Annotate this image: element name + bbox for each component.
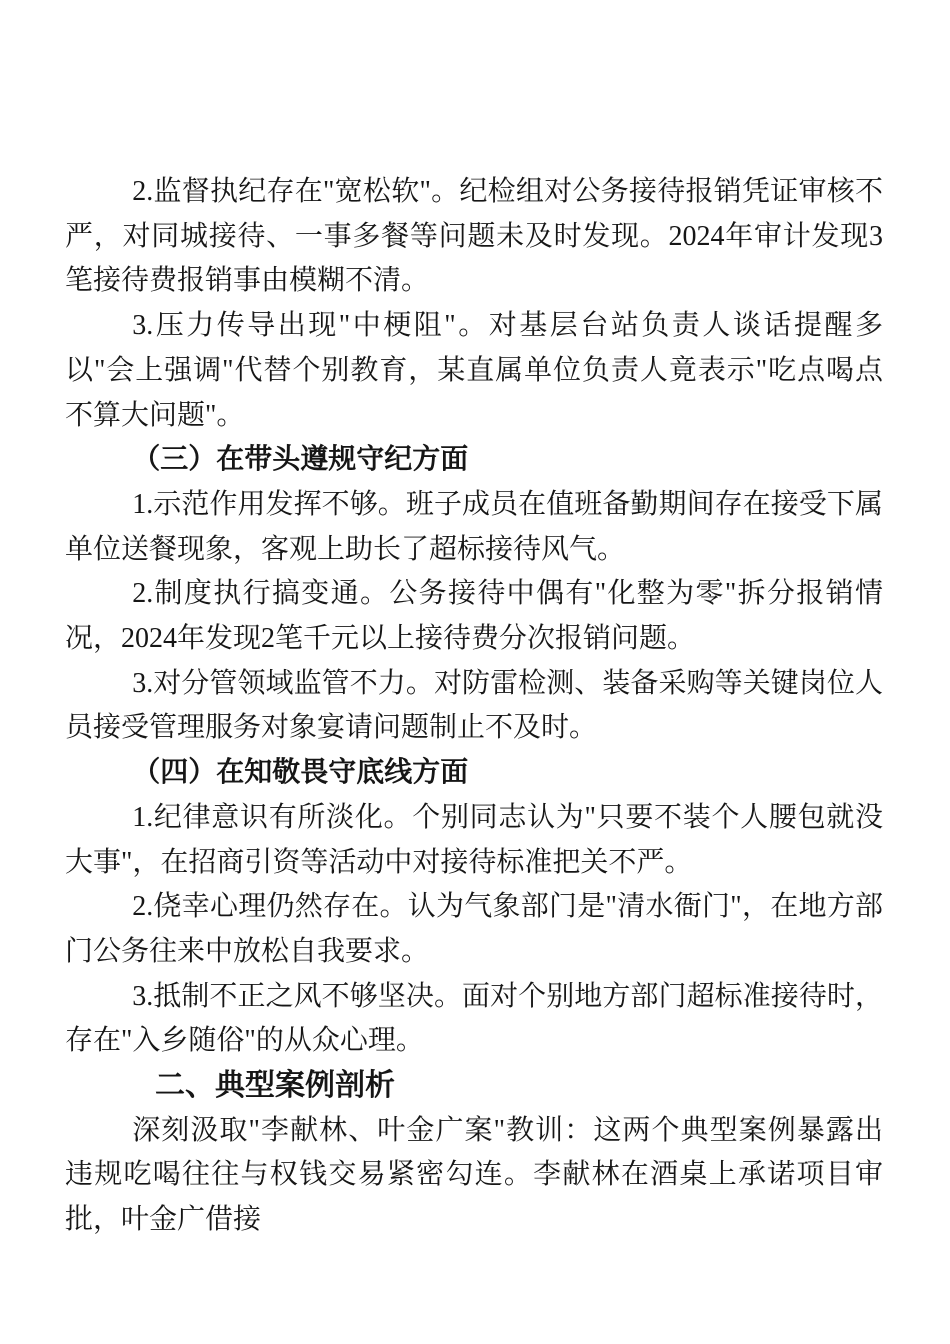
chapter-heading: 二、典型案例剖析 xyxy=(155,1069,395,1103)
paragraph: 3.抵制不正之风不够坚决。面对个别地方部门超标准接待时，存在"入乡随俗"的从众心理。 xyxy=(65,980,883,1057)
section-heading: （四）在知敬畏守底线方面 xyxy=(132,757,469,789)
document-content xyxy=(65,170,883,1243)
paragraph: 深刻汲取"李献林、叶金广案"教训：这两个典型案例暴露出违规吃喝往往与权钱交易紧密勾连。李献林在酒桌上承诺项目审批，叶金广借接 xyxy=(65,1114,883,1236)
paragraph: 1.纪律意识有所淡化。个别同志认为"只要不装个人腰包就没大事"，在招商引资等活动中对接待标准把关不严。 xyxy=(65,801,883,878)
section-heading: （三）在带头遵规守纪方面 xyxy=(132,444,469,476)
paragraph: 3.压力传导出现"中梗阻"。对基层台站负责人谈话提醒多以"会上强调"代替个别教育，某直属单位负责人竟表示"吃点喝点不算大问题"。 xyxy=(65,310,883,431)
paragraph: 2.侥幸心理仍然存在。认为气象部门是"清水衙门"，在地方部门公务往来中放松自我要求。 xyxy=(65,891,883,967)
paragraph: 3.对分管领域监管不力。对防雷检测、装备采购等关键岗位人员接受管理服务对象宴请问题制止不及时。 xyxy=(65,667,883,744)
paragraph: 1.示范作用发挥不够。班子成员在值班备勤期间存在接受下属单位送餐现象，客观上助长了超标接待风气。 xyxy=(65,488,883,565)
paragraph: 2.监督执纪存在"宽松软"。纪检组对公务接待报销凭证审核不严，对同城接待、一事多餐等问题未及时发现。2024年审计发现3笔接待费报销事由模糊不清。 xyxy=(65,176,883,297)
paragraph: 2.制度执行搞变通。公务接待中偶有"化整为零"拆分报销情况，2024年发现2笔千元以上接待费分次报销问题。 xyxy=(65,578,883,655)
